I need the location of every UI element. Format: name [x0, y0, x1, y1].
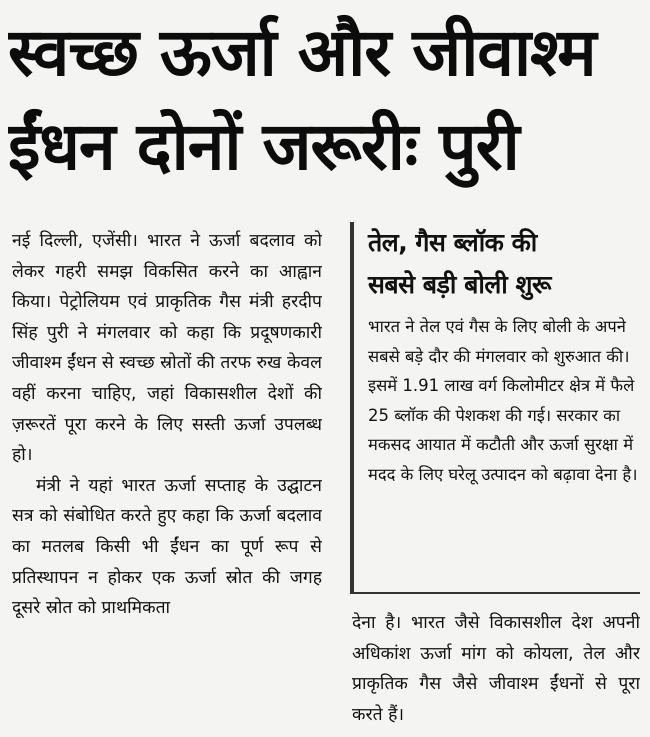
sidebar-title-line-1: तेल, गैस ब्लॉक की [368, 228, 537, 257]
article-column-left [12, 226, 322, 736]
sidebar-box [350, 222, 640, 594]
article-paragraph-2: मंत्री ने यहां भारत ऊर्जा सप्ताह के उद्घाटन सत्र को संबोधित करते हुए कहा कि ऊर्जा बदलाव का मतलब किसी भी ईंधन का पूर्ण रूप से प्रतिस्थापन न होकर एक ऊर्जा स्रोत की जगह दूसरे स्रोत को प्राथमिकता [12, 475, 322, 619]
sidebar-title-line-2: सबसे बड़ी बोली शुरू [368, 270, 551, 299]
article-paragraph-1: नई दिल्ली, एजेंसी। भारत ने ऊर्जा बदलाव को लेकर गहरी समझ विकसित करने का आह्वान किया। पेट्रोलियम एवं प्राकृतिक गैस मंत्री हरदीप सिंह पुरी ने मंगलवार को कहा कि प्रदूषणकारी जीवाश्म ईंधन से स्वच्छ स्रोतों की तरफ रुख केवल वहीं करना चाहिए, जहां विकासशील देशों की ज़रूरतें पूरा करने के लिए सस्ती ऊर्जा उपलब्ध हो। [12, 231, 322, 466]
headline-line-2: ईंधन दोनों जरूरीः पुरी [8, 108, 519, 185]
sidebar-body: भारत ने तेल एवं गैस के लिए बोली के अपने सबसे बड़े दौर की मंगलवार को शुरुआत की। इसमें 1.91 लाख वर्ग किलोमीटर क्षेत्र में फैले 25 ब्लॉक की पेशकश की गई। सरकार का मकसद आयात में कटौती और ऊर्जा सुरक्षा में मदद के लिए घरेलू उत्पादन को बढ़ावा देना है। [368, 317, 638, 484]
headline-line-1: स्वच्छ ऊर्जा और जीवाश्म [8, 14, 596, 91]
article-continued-paragraph: देना है। भारत जैसे विकासशील देश अपनी अधिकांश ऊर्जा मांग को कोयला, तेल और प्राकृतिक गैस जैसे जीवाश्म ईंधनों से पूरा करते हैं। [352, 613, 640, 725]
headline [8, 6, 642, 194]
article-column-right [352, 608, 640, 736]
